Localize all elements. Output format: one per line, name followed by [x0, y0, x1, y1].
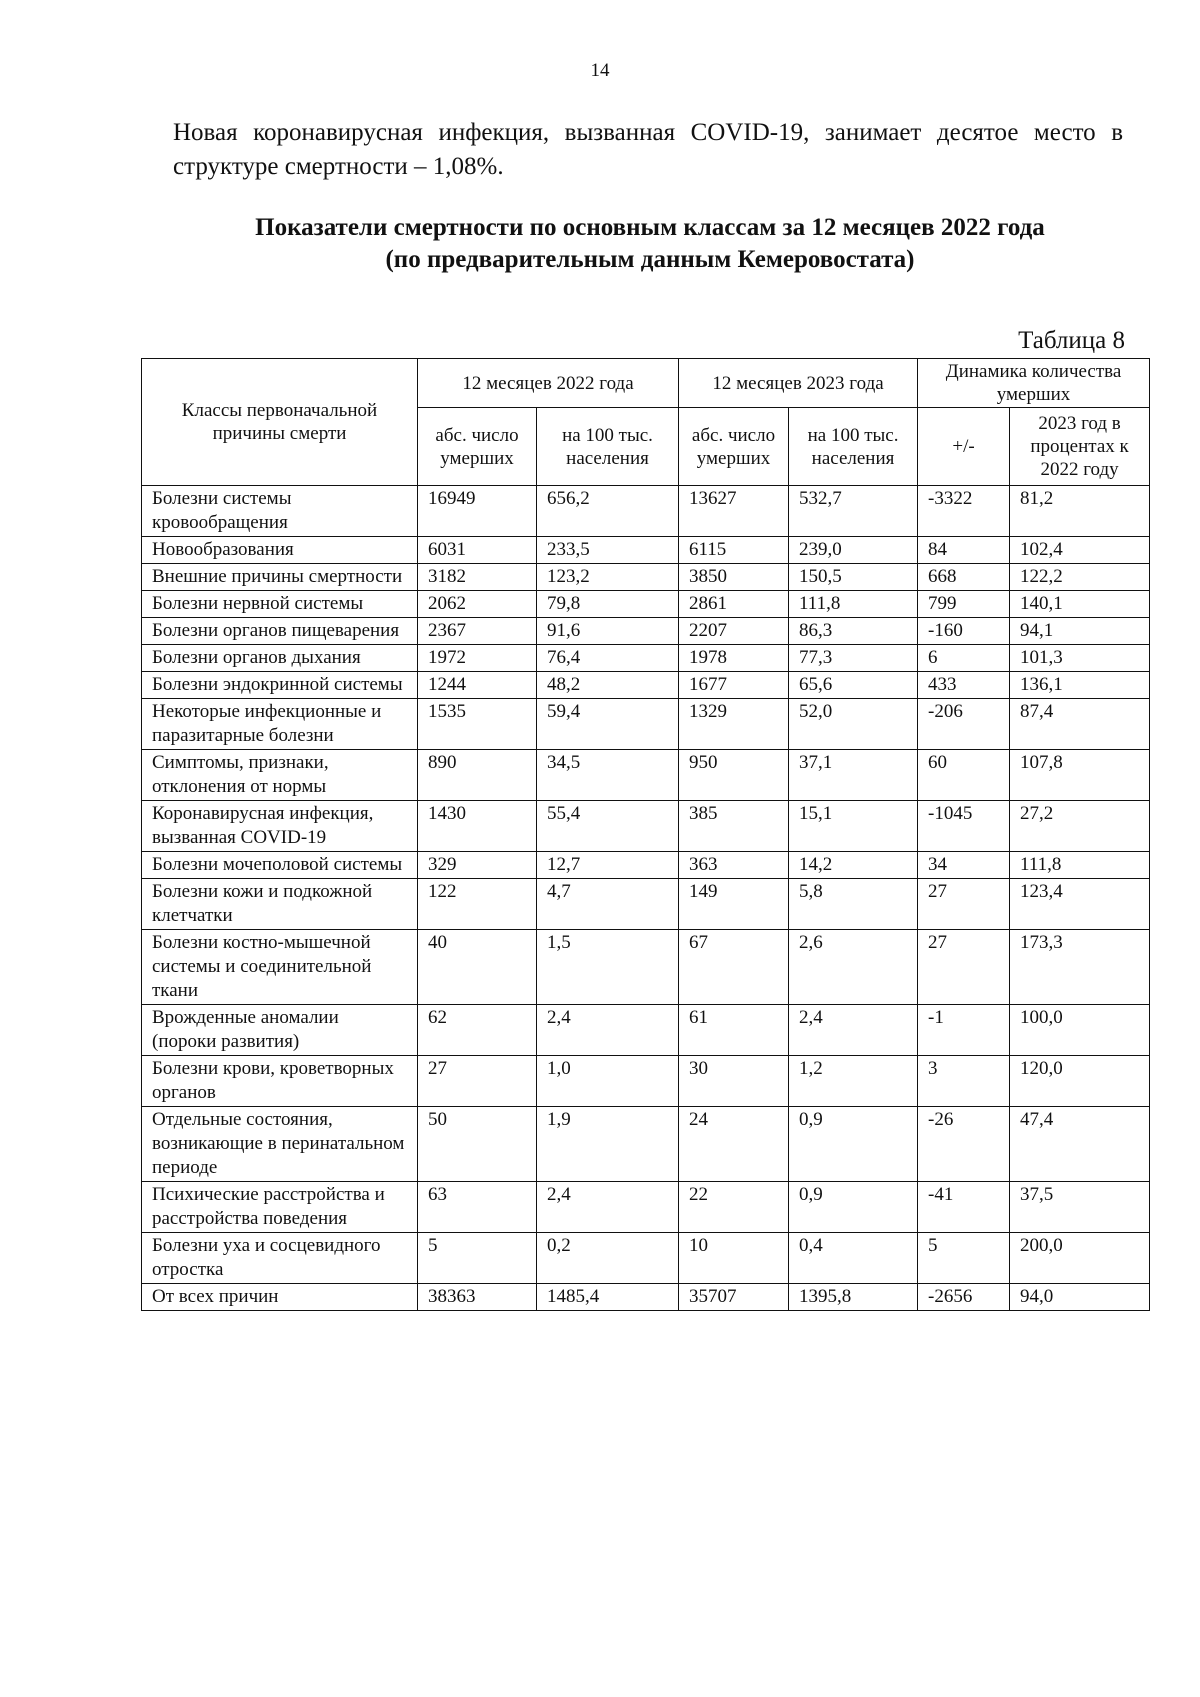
row-class-name: Болезни органов пищеварения — [142, 618, 418, 645]
row-class-name: Новообразования — [142, 537, 418, 564]
header-period-2022: 12 месяцев 2022 года — [418, 359, 679, 408]
cell-percent: 111,8 — [1010, 852, 1150, 879]
header-abs-2022: абс. число умерших — [418, 408, 537, 486]
cell-percent: 107,8 — [1010, 750, 1150, 801]
cell-abs-2023: 1329 — [679, 699, 789, 750]
cell-abs-2023: 1978 — [679, 645, 789, 672]
cell-abs-2023: 2861 — [679, 591, 789, 618]
cell-rate-2022: 91,6 — [537, 618, 679, 645]
cell-rate-2023: 14,2 — [789, 852, 918, 879]
header-diff: +/- — [918, 408, 1010, 486]
cell-abs-2022: 122 — [418, 879, 537, 930]
cell-abs-2023: 385 — [679, 801, 789, 852]
row-class-name: Врожденные аномалии (пороки развития) — [142, 1005, 418, 1056]
cell-abs-2022: 27 — [418, 1056, 537, 1107]
cell-abs-2022: 329 — [418, 852, 537, 879]
cell-diff: 60 — [918, 750, 1010, 801]
intro-paragraph: Новая коронавирусная инфекция, вызванная COVID-19, занимает десятое место в структуре смертности – 1,08%. — [173, 119, 1123, 180]
row-class-name: Внешние причины смертности — [142, 564, 418, 591]
cell-percent: 87,4 — [1010, 699, 1150, 750]
cell-rate-2022: 656,2 — [537, 486, 679, 537]
cell-percent: 94,1 — [1010, 618, 1150, 645]
table-row — [142, 1182, 1150, 1233]
cell-rate-2023: 37,1 — [789, 750, 918, 801]
cell-rate-2022: 123,2 — [537, 564, 679, 591]
cell-rate-2023: 0,9 — [789, 1182, 918, 1233]
cell-rate-2023: 77,3 — [789, 645, 918, 672]
cell-abs-2022: 5 — [418, 1233, 537, 1284]
table-row — [142, 699, 1150, 750]
cell-rate-2023: 1395,8 — [789, 1284, 918, 1311]
row-class-name: Болезни кожи и подкожной клетчатки — [142, 879, 418, 930]
cell-rate-2023: 0,4 — [789, 1233, 918, 1284]
cell-percent: 37,5 — [1010, 1182, 1150, 1233]
cell-rate-2022: 1,5 — [537, 930, 679, 1005]
header-rate-2023: на 100 тыс. населения — [789, 408, 918, 486]
cell-abs-2022: 3182 — [418, 564, 537, 591]
cell-rate-2022: 48,2 — [537, 672, 679, 699]
table-row — [142, 672, 1150, 699]
cell-percent: 47,4 — [1010, 1107, 1150, 1182]
table-row — [142, 1233, 1150, 1284]
cell-rate-2022: 59,4 — [537, 699, 679, 750]
table-heading — [150, 212, 1150, 276]
table-row — [142, 537, 1150, 564]
table-label: Таблица 8 — [1018, 327, 1125, 354]
cell-rate-2022: 12,7 — [537, 852, 679, 879]
cell-diff: -3322 — [918, 486, 1010, 537]
row-class-name: Болезни костно-мышечной системы и соединительной ткани — [142, 930, 418, 1005]
cell-diff: -26 — [918, 1107, 1010, 1182]
table-row — [142, 930, 1150, 1005]
cell-rate-2023: 15,1 — [789, 801, 918, 852]
header-classes: Классы первоначальной причины смерти — [142, 359, 418, 486]
cell-abs-2022: 2062 — [418, 591, 537, 618]
cell-percent: 200,0 — [1010, 1233, 1150, 1284]
cell-diff: 799 — [918, 591, 1010, 618]
table-row — [142, 801, 1150, 852]
table-row — [142, 852, 1150, 879]
cell-abs-2022: 63 — [418, 1182, 537, 1233]
cell-abs-2023: 24 — [679, 1107, 789, 1182]
cell-abs-2022: 16949 — [418, 486, 537, 537]
cell-diff: 433 — [918, 672, 1010, 699]
cell-abs-2023: 61 — [679, 1005, 789, 1056]
row-class-name: Болезни нервной системы — [142, 591, 418, 618]
cell-abs-2022: 38363 — [418, 1284, 537, 1311]
table-row — [142, 1005, 1150, 1056]
cell-diff: -2656 — [918, 1284, 1010, 1311]
heading-line-1: Показатели смертности по основным классам за 12 месяцев 2022 года — [255, 214, 1045, 241]
cell-abs-2023: 363 — [679, 852, 789, 879]
cell-abs-2022: 62 — [418, 1005, 537, 1056]
cell-rate-2023: 2,4 — [789, 1005, 918, 1056]
cell-diff: 3 — [918, 1056, 1010, 1107]
table-row — [142, 1056, 1150, 1107]
cell-rate-2023: 111,8 — [789, 591, 918, 618]
table-row — [142, 486, 1150, 537]
cell-percent: 173,3 — [1010, 930, 1150, 1005]
heading-line-2: (по предварительным данным Кемеровостата) — [385, 246, 915, 273]
cell-percent: 123,4 — [1010, 879, 1150, 930]
cell-abs-2023: 950 — [679, 750, 789, 801]
cell-rate-2022: 34,5 — [537, 750, 679, 801]
cell-rate-2023: 5,8 — [789, 879, 918, 930]
cell-rate-2022: 1485,4 — [537, 1284, 679, 1311]
row-class-name: Некоторые инфекционные и паразитарные болезни — [142, 699, 418, 750]
row-class-name: Болезни системы кровообращения — [142, 486, 418, 537]
cell-abs-2023: 35707 — [679, 1284, 789, 1311]
cell-diff: -1045 — [918, 801, 1010, 852]
table-row — [142, 645, 1150, 672]
cell-abs-2022: 2367 — [418, 618, 537, 645]
cell-diff: 34 — [918, 852, 1010, 879]
cell-diff: 5 — [918, 1233, 1010, 1284]
row-class-name: Болезни органов дыхания — [142, 645, 418, 672]
cell-abs-2023: 22 — [679, 1182, 789, 1233]
cell-rate-2022: 1,9 — [537, 1107, 679, 1182]
cell-diff: -160 — [918, 618, 1010, 645]
cell-rate-2023: 150,5 — [789, 564, 918, 591]
cell-diff: -41 — [918, 1182, 1010, 1233]
header-abs-2023: абс. число умерших — [679, 408, 789, 486]
table-row — [142, 750, 1150, 801]
cell-rate-2023: 1,2 — [789, 1056, 918, 1107]
table-row — [142, 564, 1150, 591]
cell-rate-2022: 55,4 — [537, 801, 679, 852]
mortality-table — [141, 358, 1150, 1311]
cell-abs-2022: 6031 — [418, 537, 537, 564]
cell-abs-2023: 6115 — [679, 537, 789, 564]
cell-diff: -206 — [918, 699, 1010, 750]
cell-diff: -1 — [918, 1005, 1010, 1056]
table-row — [142, 1107, 1150, 1182]
cell-rate-2023: 86,3 — [789, 618, 918, 645]
row-class-name: Болезни крови, кроветворных органов — [142, 1056, 418, 1107]
row-class-name: Болезни мочеполовой системы — [142, 852, 418, 879]
row-class-name: Симптомы, признаки, отклонения от нормы — [142, 750, 418, 801]
cell-percent: 100,0 — [1010, 1005, 1150, 1056]
cell-percent: 102,4 — [1010, 537, 1150, 564]
cell-abs-2023: 2207 — [679, 618, 789, 645]
cell-percent: 27,2 — [1010, 801, 1150, 852]
table-row — [142, 591, 1150, 618]
cell-abs-2022: 40 — [418, 930, 537, 1005]
cell-abs-2022: 50 — [418, 1107, 537, 1182]
cell-percent: 101,3 — [1010, 645, 1150, 672]
page-number: 14 — [590, 60, 610, 81]
cell-diff: 27 — [918, 879, 1010, 930]
header-period-2023: 12 месяцев 2023 года — [679, 359, 918, 408]
cell-abs-2023: 13627 — [679, 486, 789, 537]
cell-diff: 84 — [918, 537, 1010, 564]
cell-rate-2022: 2,4 — [537, 1182, 679, 1233]
cell-rate-2023: 239,0 — [789, 537, 918, 564]
cell-abs-2023: 1677 — [679, 672, 789, 699]
cell-rate-2022: 4,7 — [537, 879, 679, 930]
cell-rate-2023: 532,7 — [789, 486, 918, 537]
row-class-name: Отдельные состояния, возникающие в перинатальном периоде — [142, 1107, 418, 1182]
cell-percent: 140,1 — [1010, 591, 1150, 618]
cell-rate-2022: 79,8 — [537, 591, 679, 618]
row-class-name: Психические расстройства и расстройства поведения — [142, 1182, 418, 1233]
cell-percent: 94,0 — [1010, 1284, 1150, 1311]
cell-percent: 120,0 — [1010, 1056, 1150, 1107]
cell-abs-2023: 67 — [679, 930, 789, 1005]
cell-percent: 136,1 — [1010, 672, 1150, 699]
cell-abs-2022: 890 — [418, 750, 537, 801]
cell-rate-2023: 52,0 — [789, 699, 918, 750]
header-rate-2022: на 100 тыс. населения — [537, 408, 679, 486]
cell-rate-2022: 233,5 — [537, 537, 679, 564]
cell-diff: 6 — [918, 645, 1010, 672]
cell-diff: 27 — [918, 930, 1010, 1005]
cell-diff: 668 — [918, 564, 1010, 591]
cell-percent: 122,2 — [1010, 564, 1150, 591]
row-class-name: Коронавирусная инфекция, вызванная COVID-19 — [142, 801, 418, 852]
cell-abs-2022: 1244 — [418, 672, 537, 699]
cell-abs-2022: 1430 — [418, 801, 537, 852]
cell-rate-2022: 76,4 — [537, 645, 679, 672]
row-class-name: Болезни уха и сосцевидного отростка — [142, 1233, 418, 1284]
cell-rate-2022: 1,0 — [537, 1056, 679, 1107]
cell-rate-2023: 65,6 — [789, 672, 918, 699]
cell-abs-2023: 149 — [679, 879, 789, 930]
table-row-total — [142, 1284, 1150, 1311]
row-class-name: От всех причин — [142, 1284, 418, 1311]
header-percent: 2023 год в процентах к 2022 году — [1010, 408, 1150, 486]
cell-abs-2023: 10 — [679, 1233, 789, 1284]
cell-rate-2023: 0,9 — [789, 1107, 918, 1182]
cell-percent: 81,2 — [1010, 486, 1150, 537]
cell-abs-2023: 3850 — [679, 564, 789, 591]
header-dynamics: Динамика количества умерших — [918, 359, 1150, 408]
table-row — [142, 879, 1150, 930]
table-row — [142, 618, 1150, 645]
cell-abs-2022: 1535 — [418, 699, 537, 750]
cell-rate-2023: 2,6 — [789, 930, 918, 1005]
cell-rate-2022: 2,4 — [537, 1005, 679, 1056]
cell-rate-2022: 0,2 — [537, 1233, 679, 1284]
row-class-name: Болезни эндокринной системы — [142, 672, 418, 699]
cell-abs-2022: 1972 — [418, 645, 537, 672]
cell-abs-2023: 30 — [679, 1056, 789, 1107]
